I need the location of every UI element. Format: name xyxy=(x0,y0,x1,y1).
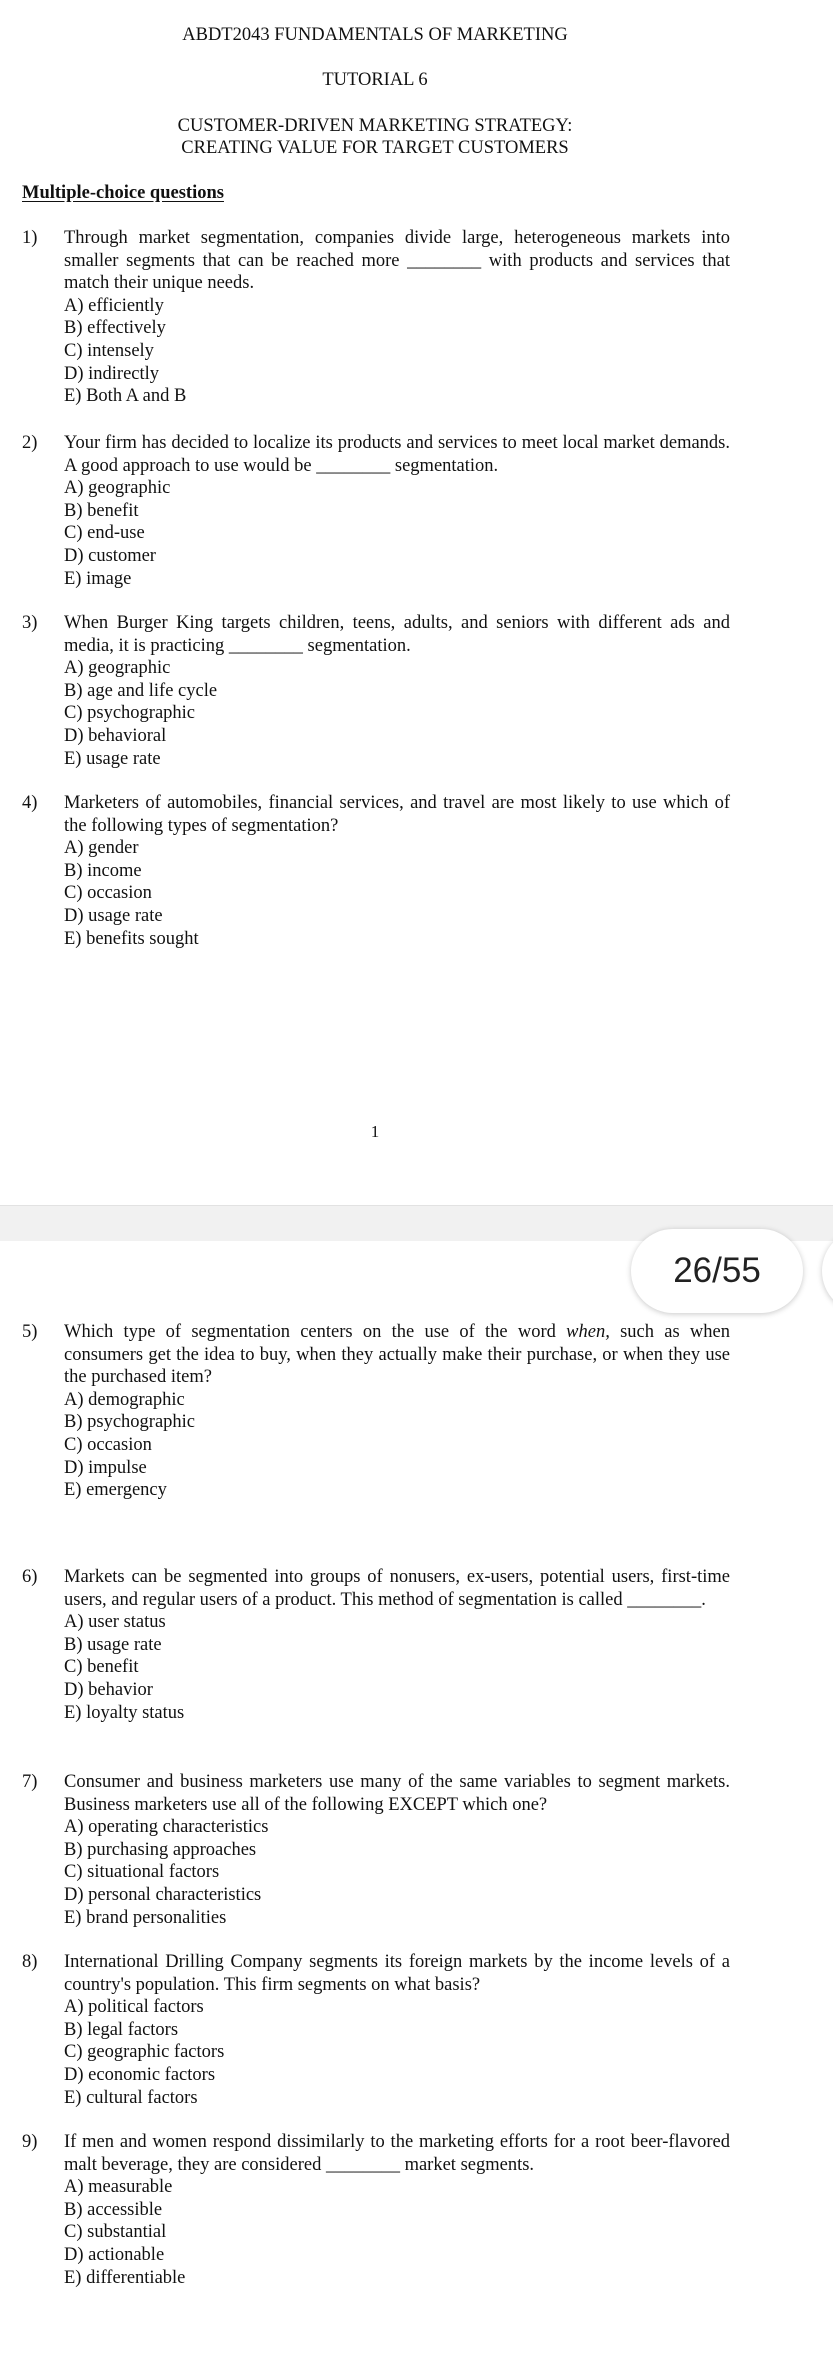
option-a: A) efficiently xyxy=(64,295,164,316)
option-c: C) geographic factors xyxy=(64,2042,225,2063)
option-b: B) accessible xyxy=(64,2199,163,2220)
question-text: Consumer and business marketers use many of the same variables to segment markets. Business marketers use all of the following EXCEPT which one? xyxy=(64,1772,730,1815)
options-list xyxy=(64,1389,730,1502)
question-6 xyxy=(22,1566,730,1724)
question-text: When Burger King targets children, teens, adults, and seniors with different ads and media, it is practicing ________ segmentation. xyxy=(64,613,730,656)
question-2 xyxy=(22,432,730,590)
question-text xyxy=(64,1321,730,1389)
option-d: D) impulse xyxy=(64,1457,147,1478)
option-a: A) gender xyxy=(64,838,139,859)
question-7 xyxy=(22,1771,730,1929)
options-list xyxy=(64,295,730,408)
option-d: D) actionable xyxy=(64,2244,165,2265)
option-e: E) usage rate xyxy=(64,748,161,769)
option-c: C) occasion xyxy=(64,1434,152,1455)
option-b: B) income xyxy=(64,860,142,881)
option-d: D) customer xyxy=(64,545,156,566)
question-number: 5) xyxy=(22,1322,38,1342)
question-number: 9) xyxy=(22,2132,38,2152)
option-e: E) cultural factors xyxy=(64,2087,198,2108)
options-list xyxy=(64,837,730,950)
option-d: D) economic factors xyxy=(64,2064,216,2085)
option-e: E) benefits sought xyxy=(64,928,199,949)
option-a: A) geographic xyxy=(64,478,171,499)
option-e: E) loyalty status xyxy=(64,1702,185,1723)
question-text: If men and women respond dissimilarly to the marketing efforts for a root beer-flavored malt beverage, they are considered ________ market segments. xyxy=(64,2132,730,2175)
question-text: International Drilling Company segments its foreign markets by the income levels of a country's population. This firm segments on what basis? xyxy=(64,1952,730,1995)
question-3 xyxy=(22,612,730,770)
option-e: E) brand personalities xyxy=(64,1907,227,1928)
option-d: D) indirectly xyxy=(64,363,160,384)
question-number: 7) xyxy=(22,1772,38,1792)
question-text: Through market segmentation, companies divide large, heterogeneous markets into smaller segments that can be reached more ________ with products and services that match their unique needs. xyxy=(64,228,730,294)
option-a: A) user status xyxy=(64,1612,166,1633)
question-1 xyxy=(22,227,730,408)
question-number: 8) xyxy=(22,1952,38,1972)
option-a: A) geographic xyxy=(64,658,171,679)
options-list xyxy=(64,2176,730,2289)
option-c: C) psychographic xyxy=(64,703,196,724)
option-e: E) image xyxy=(64,568,132,589)
question-text-emphasis: when, xyxy=(566,1322,610,1342)
option-c: C) occasion xyxy=(64,883,152,904)
question-number: 3) xyxy=(22,613,38,633)
options-list xyxy=(64,477,730,590)
question-text-part1: Which type of segmentation centers on the use of the word xyxy=(64,1322,567,1342)
option-c: C) situational factors xyxy=(64,1862,220,1883)
option-d: D) behavioral xyxy=(64,725,167,746)
option-b: B) effectively xyxy=(64,318,166,339)
option-a: A) demographic xyxy=(64,1389,185,1410)
option-b: B) legal factors xyxy=(64,2019,179,2040)
question-9 xyxy=(22,2131,730,2289)
section-heading: Multiple-choice questions xyxy=(22,183,224,203)
option-c: C) intensely xyxy=(64,340,154,361)
question-number: 4) xyxy=(22,793,38,813)
option-d: D) personal characteristics xyxy=(64,1884,262,1905)
option-e: E) differentiable xyxy=(64,2267,186,2288)
question-text: Your firm has decided to localize its products and services to meet local market demands. A good approach to use would be ________ segmentation. xyxy=(64,433,730,476)
option-d: D) usage rate xyxy=(64,905,163,926)
question-text: Markets can be segmented into groups of nonusers, ex-users, potential users, first-time users, and regular users of a product. This method of segmentation is called ________. xyxy=(64,1567,730,1610)
options-list xyxy=(64,1611,730,1724)
option-b: B) purchasing approaches xyxy=(64,1839,257,1860)
option-d: D) behavior xyxy=(64,1679,153,1700)
tutorial-title: TUTORIAL 6 xyxy=(322,70,428,90)
options-list xyxy=(64,1996,730,2109)
question-5 xyxy=(22,1321,730,1502)
chapter-title-line1: CUSTOMER-DRIVEN MARKETING STRATEGY: xyxy=(177,116,573,136)
chapter-title-line2: CREATING VALUE FOR TARGET CUSTOMERS xyxy=(181,138,569,158)
question-number: 6) xyxy=(22,1567,38,1587)
option-a: A) political factors xyxy=(64,1997,204,2018)
option-c: C) end-use xyxy=(64,523,145,544)
option-b: B) psychographic xyxy=(64,1412,196,1433)
question-text: Marketers of automobiles, financial services, and travel are most likely to use which of the following types of segmentation? xyxy=(64,793,730,836)
question-8 xyxy=(22,1951,730,2109)
option-b: B) benefit xyxy=(64,500,139,521)
option-e: E) Both A and B xyxy=(64,386,187,407)
page-number: 1 xyxy=(370,1122,380,1141)
option-e: E) emergency xyxy=(64,1480,167,1501)
option-c: C) substantial xyxy=(64,2222,167,2243)
question-4 xyxy=(22,792,730,950)
option-c: C) benefit xyxy=(64,1657,139,1678)
question-number: 1) xyxy=(22,228,38,248)
option-a: A) measurable xyxy=(64,2177,173,2198)
options-list xyxy=(64,657,730,770)
option-b: B) usage rate xyxy=(64,1634,162,1655)
chapter-title xyxy=(0,115,750,159)
option-b: B) age and life cycle xyxy=(64,680,218,701)
option-a: A) operating characteristics xyxy=(64,1817,269,1838)
question-text-part2: such as when consumers get the idea to buy, when they actually make their purchase, or when they use the purchased item? xyxy=(64,1322,730,1388)
options-list xyxy=(64,1816,730,1929)
page-counter-badge: 26/55 xyxy=(631,1229,803,1313)
course-title: ABDT2043 FUNDAMENTALS OF MARKETING xyxy=(182,25,568,45)
document-page-2 xyxy=(0,1241,833,2368)
question-number: 2) xyxy=(22,433,38,453)
